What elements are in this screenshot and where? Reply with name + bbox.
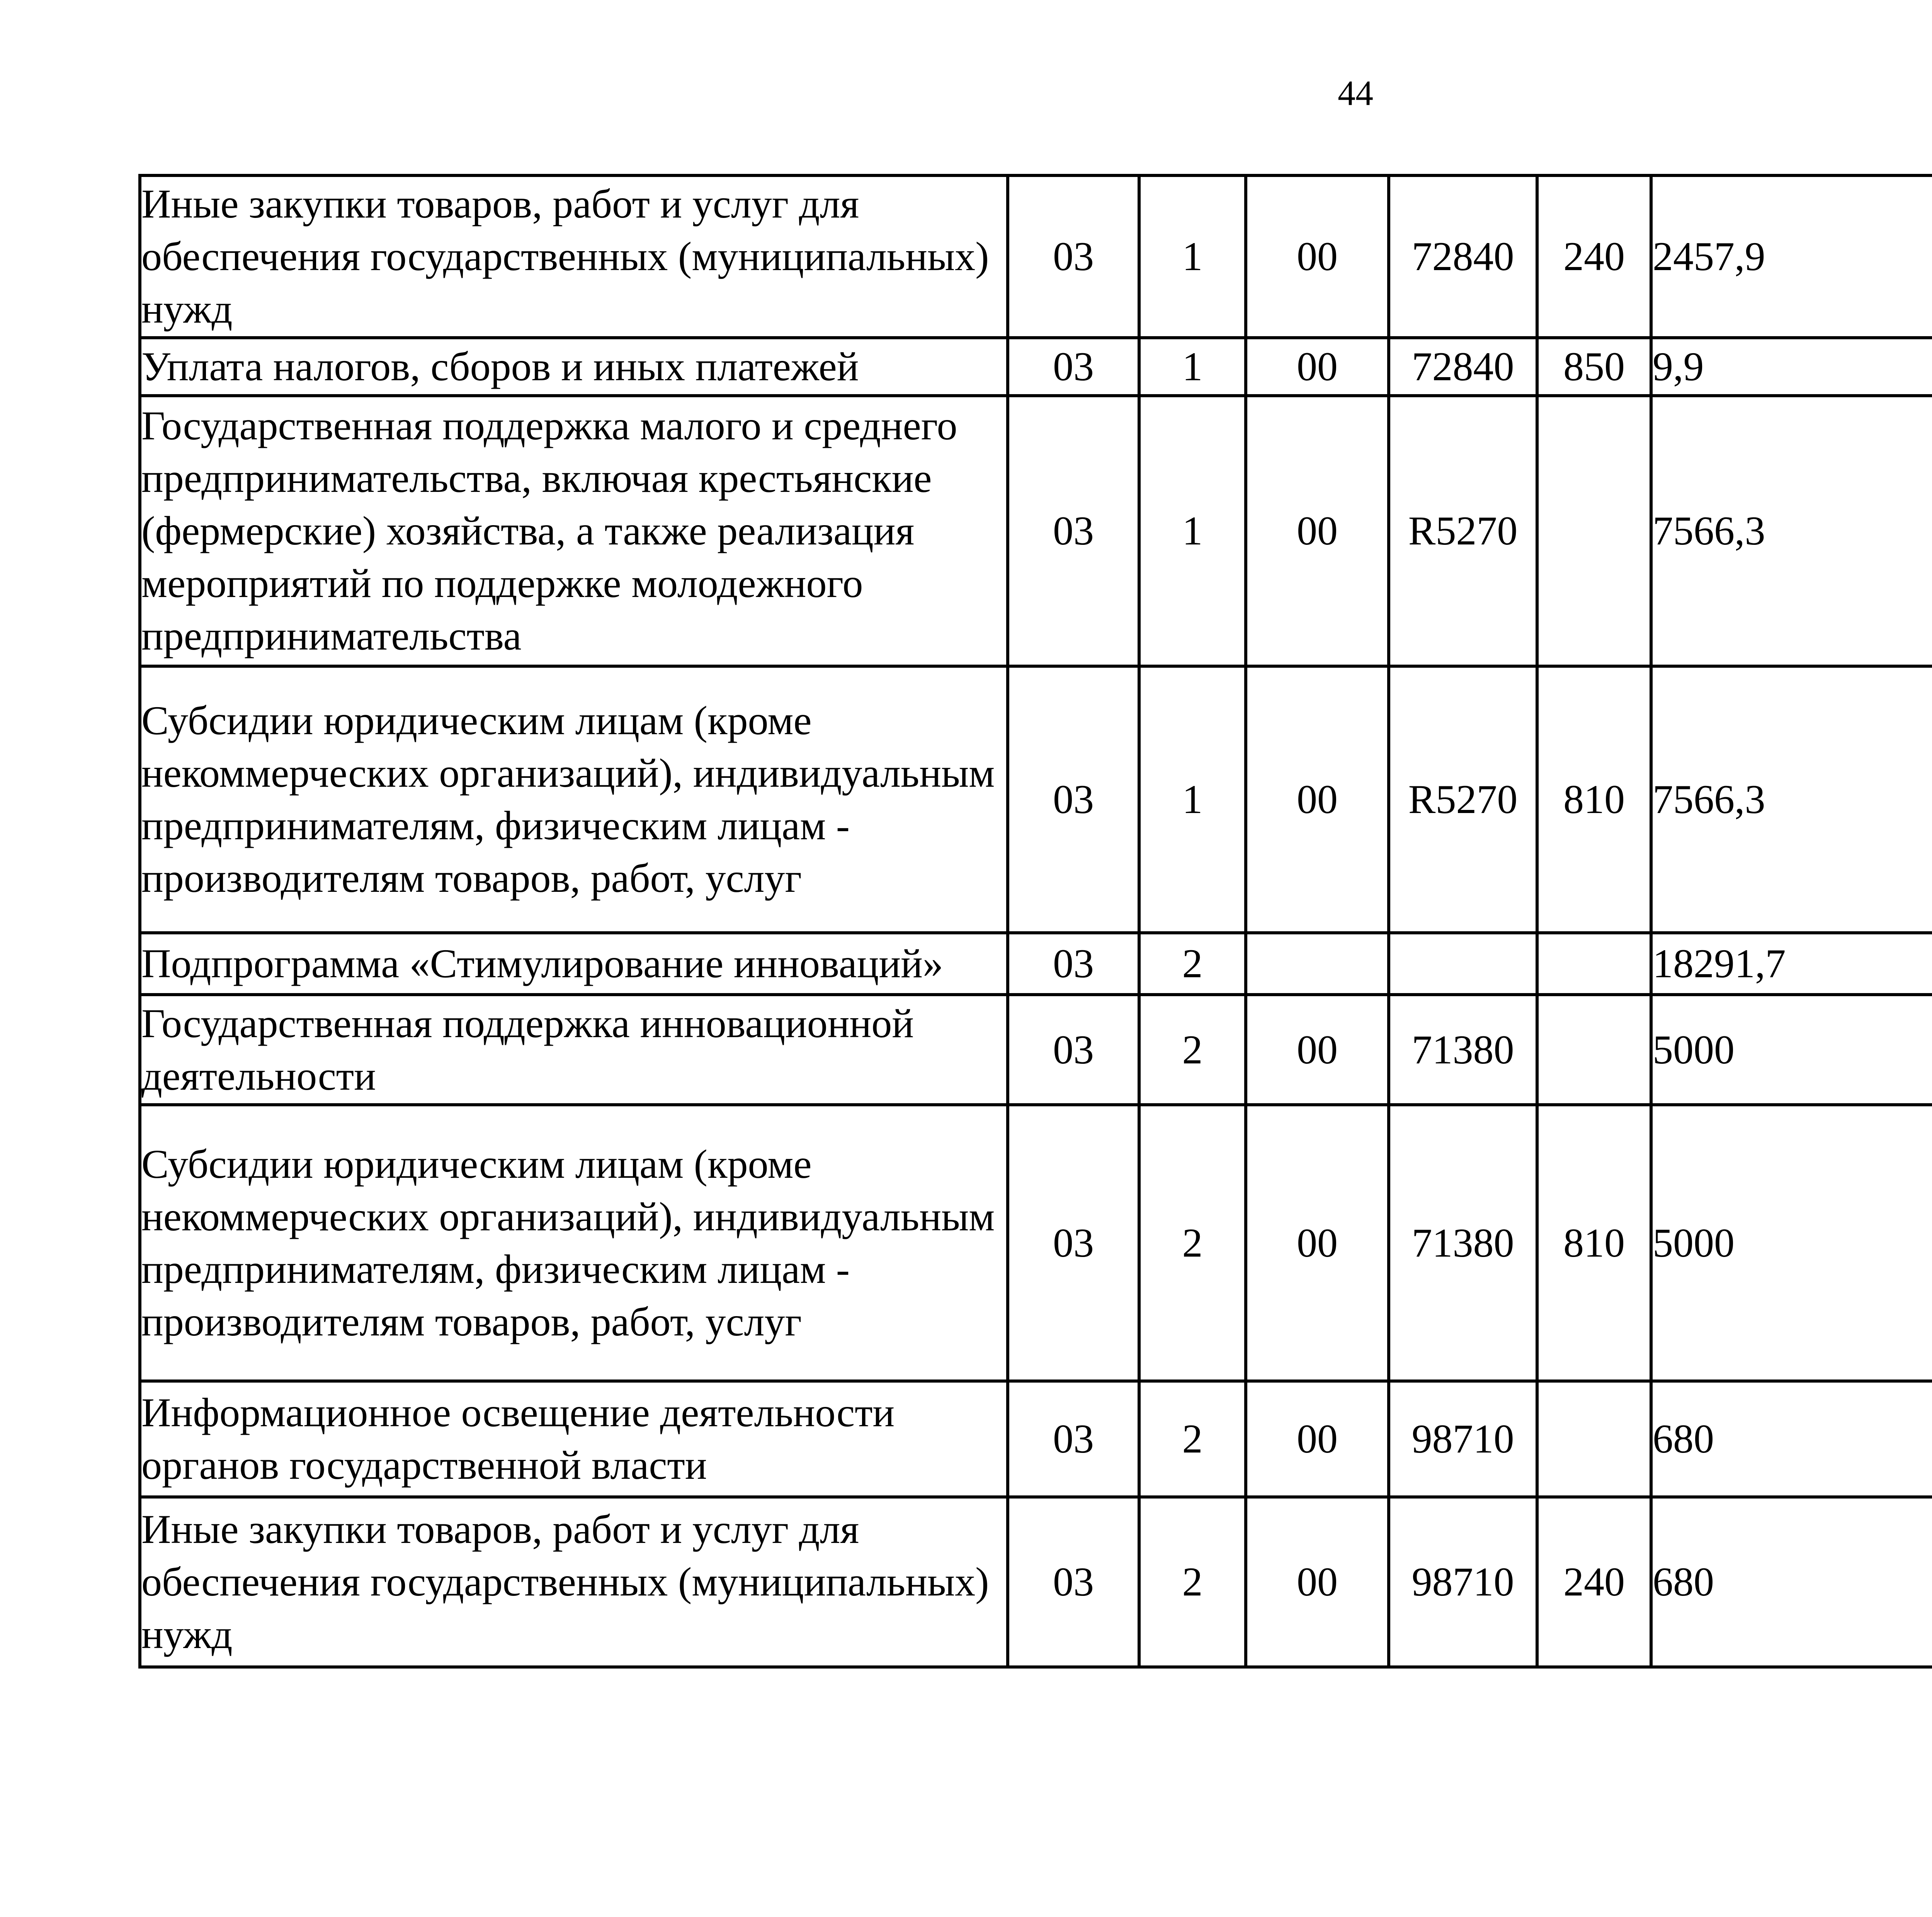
row-name: Субсидии юридическим лицам (кроме некоммерческих организаций), индивидуальным предпринимателям, физическим лицам - производителям товаров, работ, услуг <box>140 1105 1008 1381</box>
amount-year-1: 18291,7 <box>1651 933 1932 995</box>
code-section: 03 <box>1008 338 1139 396</box>
code-direction: R5270 <box>1389 396 1537 666</box>
code-direction: 98710 <box>1389 1497 1537 1667</box>
code-main-event: 00 <box>1246 995 1389 1105</box>
row-name: Иные закупки товаров, работ и услуг для обеспечения государственных (муниципальных) нужд <box>140 1497 1008 1667</box>
code-section: 03 <box>1008 666 1139 933</box>
code-expense-type: 240 <box>1537 175 1651 338</box>
code-main-event: 00 <box>1246 338 1389 396</box>
code-section: 03 <box>1008 995 1139 1105</box>
code-expense-type: 240 <box>1537 1497 1651 1667</box>
row-name: Государственная поддержка малого и среднего предпринимательства, включая крестьянские (фермерские) хозяйства, а также реализация мероприятий по поддержке молодежного предпринимательства <box>140 396 1008 666</box>
code-main-event: 00 <box>1246 175 1389 338</box>
code-expense-type: 810 <box>1537 1105 1651 1381</box>
code-subprogram: 2 <box>1139 1497 1246 1667</box>
code-main-event <box>1246 933 1389 995</box>
table-row <box>140 666 1932 933</box>
row-name: Информационное освещение деятельности органов государственной власти <box>140 1381 1008 1497</box>
code-subprogram: 1 <box>1139 666 1246 933</box>
amount-year-1: 680 <box>1651 1381 1932 1497</box>
code-section: 03 <box>1008 1497 1139 1667</box>
code-expense-type <box>1537 396 1651 666</box>
code-subprogram: 1 <box>1139 396 1246 666</box>
amount-year-1: 9,9 <box>1651 338 1932 396</box>
amount-year-1: 7566,3 <box>1651 396 1932 666</box>
budget-table <box>138 174 1932 1669</box>
code-main-event: 00 <box>1246 1105 1389 1381</box>
code-direction: 72840 <box>1389 175 1537 338</box>
code-section: 03 <box>1008 396 1139 666</box>
table-row <box>140 933 1932 995</box>
code-subprogram: 1 <box>1139 338 1246 396</box>
code-expense-type: 810 <box>1537 666 1651 933</box>
code-expense-type <box>1537 933 1651 995</box>
code-subprogram: 2 <box>1139 1105 1246 1381</box>
row-name: Подпрограмма «Стимулирование инноваций» <box>140 933 1008 995</box>
code-expense-type <box>1537 1381 1651 1497</box>
row-name: Государственная поддержка инновационной деятельности <box>140 995 1008 1105</box>
table-row <box>140 396 1932 666</box>
table-row <box>140 1105 1932 1381</box>
table-row <box>140 175 1932 338</box>
amount-year-1: 7566,3 <box>1651 666 1932 933</box>
table-row <box>140 1381 1932 1497</box>
code-subprogram: 2 <box>1139 933 1246 995</box>
code-section: 03 <box>1008 1105 1139 1381</box>
code-section: 03 <box>1008 1381 1139 1497</box>
code-main-event: 00 <box>1246 1381 1389 1497</box>
code-direction: 72840 <box>1389 338 1537 396</box>
amount-year-1: 5000 <box>1651 995 1932 1105</box>
row-name: Иные закупки товаров, работ и услуг для обеспечения государственных (муниципальных) нужд <box>140 175 1008 338</box>
code-direction: 71380 <box>1389 1105 1537 1381</box>
amount-year-1: 680 <box>1651 1497 1932 1667</box>
code-section: 03 <box>1008 175 1139 338</box>
code-main-event: 00 <box>1246 666 1389 933</box>
row-name: Уплата налогов, сборов и иных платежей <box>140 338 1008 396</box>
code-main-event: 00 <box>1246 396 1389 666</box>
code-section: 03 <box>1008 933 1139 995</box>
table-row <box>140 1497 1932 1667</box>
amount-year-1: 2457,9 <box>1651 175 1932 338</box>
code-direction: 98710 <box>1389 1381 1537 1497</box>
row-name: Субсидии юридическим лицам (кроме некоммерческих организаций), индивидуальным предпринимателям, физическим лицам - производителям товаров, работ, услуг <box>140 666 1008 933</box>
table-row <box>140 338 1932 396</box>
code-direction <box>1389 933 1537 995</box>
code-subprogram: 2 <box>1139 1381 1246 1497</box>
code-expense-type: 850 <box>1537 338 1651 396</box>
amount-year-1: 5000 <box>1651 1105 1932 1381</box>
code-subprogram: 1 <box>1139 175 1246 338</box>
code-expense-type <box>1537 995 1651 1105</box>
code-subprogram: 2 <box>1139 995 1246 1105</box>
code-direction: 71380 <box>1389 995 1537 1105</box>
page-number: 44 <box>1338 73 1373 113</box>
code-main-event: 00 <box>1246 1497 1389 1667</box>
table-row <box>140 995 1932 1105</box>
code-direction: R5270 <box>1389 666 1537 933</box>
